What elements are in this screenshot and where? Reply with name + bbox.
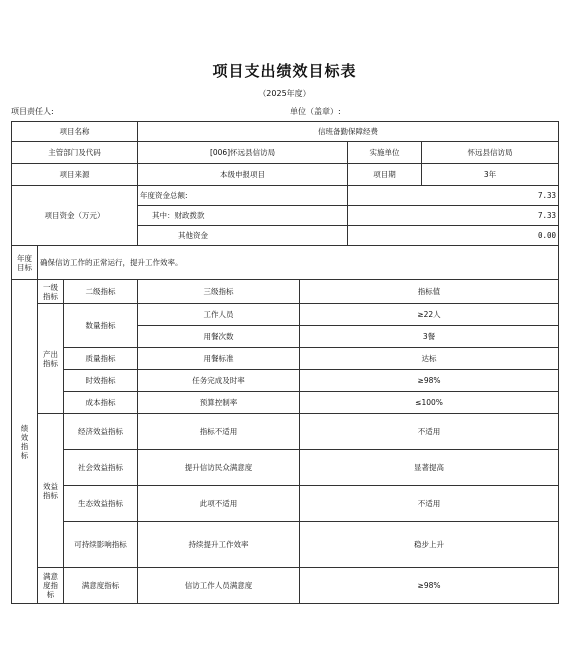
- funds-other-label: 其他资金: [138, 226, 348, 246]
- indicator-name: 持续提升工作效率: [138, 522, 300, 568]
- table-row: [12, 186, 559, 206]
- indicator-name: 工作人员: [138, 304, 300, 326]
- table-row: [12, 142, 559, 164]
- header-level3: 三级指标: [138, 280, 300, 304]
- indicator-name: 提升信访民众满意度: [138, 450, 300, 486]
- table-row: [12, 568, 559, 604]
- header-level2: 二级指标: [64, 280, 138, 304]
- table-row: [12, 414, 559, 450]
- performance-label: 绩效指标: [12, 280, 38, 604]
- indicator-value: ≤100%: [300, 392, 559, 414]
- indicator-value: 稳步上升: [300, 522, 559, 568]
- indicator-name: 任务完成及时率: [138, 370, 300, 392]
- funds-fiscal-label: 其中：财政拨款: [138, 206, 348, 226]
- table-row: [12, 370, 559, 392]
- indicator-value: 3餐: [300, 326, 559, 348]
- ecological-indicator-label: 生态效益指标: [64, 486, 138, 522]
- indicator-name: 信访工作人员满意度: [138, 568, 300, 604]
- satisfaction-indicator-label: 满意度指标: [38, 568, 64, 604]
- indicator-value: ≥22人: [300, 304, 559, 326]
- funds-other-value: 0.00: [348, 226, 559, 246]
- indicator-value: ≥98%: [300, 370, 559, 392]
- table-row: [12, 522, 559, 568]
- fiscal-year: （2025年度）: [258, 89, 311, 98]
- quality-indicator-label: 质量指标: [64, 348, 138, 370]
- satisfaction-sub-indicator-label: 满意度指标: [64, 568, 138, 604]
- header-value: 指标值: [300, 280, 559, 304]
- table-row: [12, 280, 559, 304]
- cost-indicator-label: 成本指标: [64, 392, 138, 414]
- dept-label: 主管部门及代码: [12, 142, 138, 164]
- source-label: 项目来源: [12, 164, 138, 186]
- indicator-name: 用餐次数: [138, 326, 300, 348]
- table-row: [12, 486, 559, 522]
- funds-total-value: 7.33: [348, 186, 559, 206]
- impl-unit-value: 怀远县信访局: [422, 142, 559, 164]
- economic-indicator-label: 经济效益指标: [64, 414, 138, 450]
- indicator-name: 用餐标准: [138, 348, 300, 370]
- project-name-value: 信班备勤保障经费: [138, 122, 559, 142]
- indicator-value: 不适用: [300, 414, 559, 450]
- dept-value: [006]怀远县信访局: [138, 142, 348, 164]
- quantity-indicator-label: 数量指标: [64, 304, 138, 348]
- period-label: 项目期: [348, 164, 422, 186]
- table-row: [12, 164, 559, 186]
- impl-unit-label: 实施单位: [348, 142, 422, 164]
- funds-total-label: 年度资金总额:: [138, 186, 348, 206]
- unit-seal-label: 单位（盖章）:: [290, 107, 341, 116]
- table-row: [12, 392, 559, 414]
- indicator-value: 显著提高: [300, 450, 559, 486]
- period-value: 3年: [422, 164, 559, 186]
- performance-table: [11, 121, 559, 604]
- table-row: [12, 246, 559, 280]
- indicator-name: 指标不适用: [138, 414, 300, 450]
- table-row: [12, 348, 559, 370]
- sustainability-indicator-label: 可持续影响指标: [64, 522, 138, 568]
- annual-goal-label: 年度目标: [12, 246, 38, 280]
- social-indicator-label: 社会效益指标: [64, 450, 138, 486]
- header-level1: 一级指标: [38, 280, 64, 304]
- responsible-person-label: 项目责任人:: [11, 107, 54, 116]
- indicator-name: 预算控制率: [138, 392, 300, 414]
- funds-fiscal-value: 7.33: [348, 206, 559, 226]
- table-row: [12, 122, 559, 142]
- funds-label: 项目资金（万元）: [12, 186, 138, 246]
- indicator-value: ≥98%: [300, 568, 559, 604]
- source-value: 本级申报项目: [138, 164, 348, 186]
- indicator-name: 此项不适用: [138, 486, 300, 522]
- output-indicator-label: 产出指标: [38, 304, 64, 414]
- timeliness-indicator-label: 时效指标: [64, 370, 138, 392]
- benefit-indicator-label: 效益指标: [38, 414, 64, 568]
- indicator-value: 不适用: [300, 486, 559, 522]
- table-row: [12, 450, 559, 486]
- page-title: 项目支出绩效目标表: [212, 62, 357, 80]
- project-name-label: 项目名称: [12, 122, 138, 142]
- annual-goal-value: 确保信访工作的正常运行，提升工作效率。: [38, 246, 559, 280]
- indicator-value: 达标: [300, 348, 559, 370]
- table-row: [12, 304, 559, 326]
